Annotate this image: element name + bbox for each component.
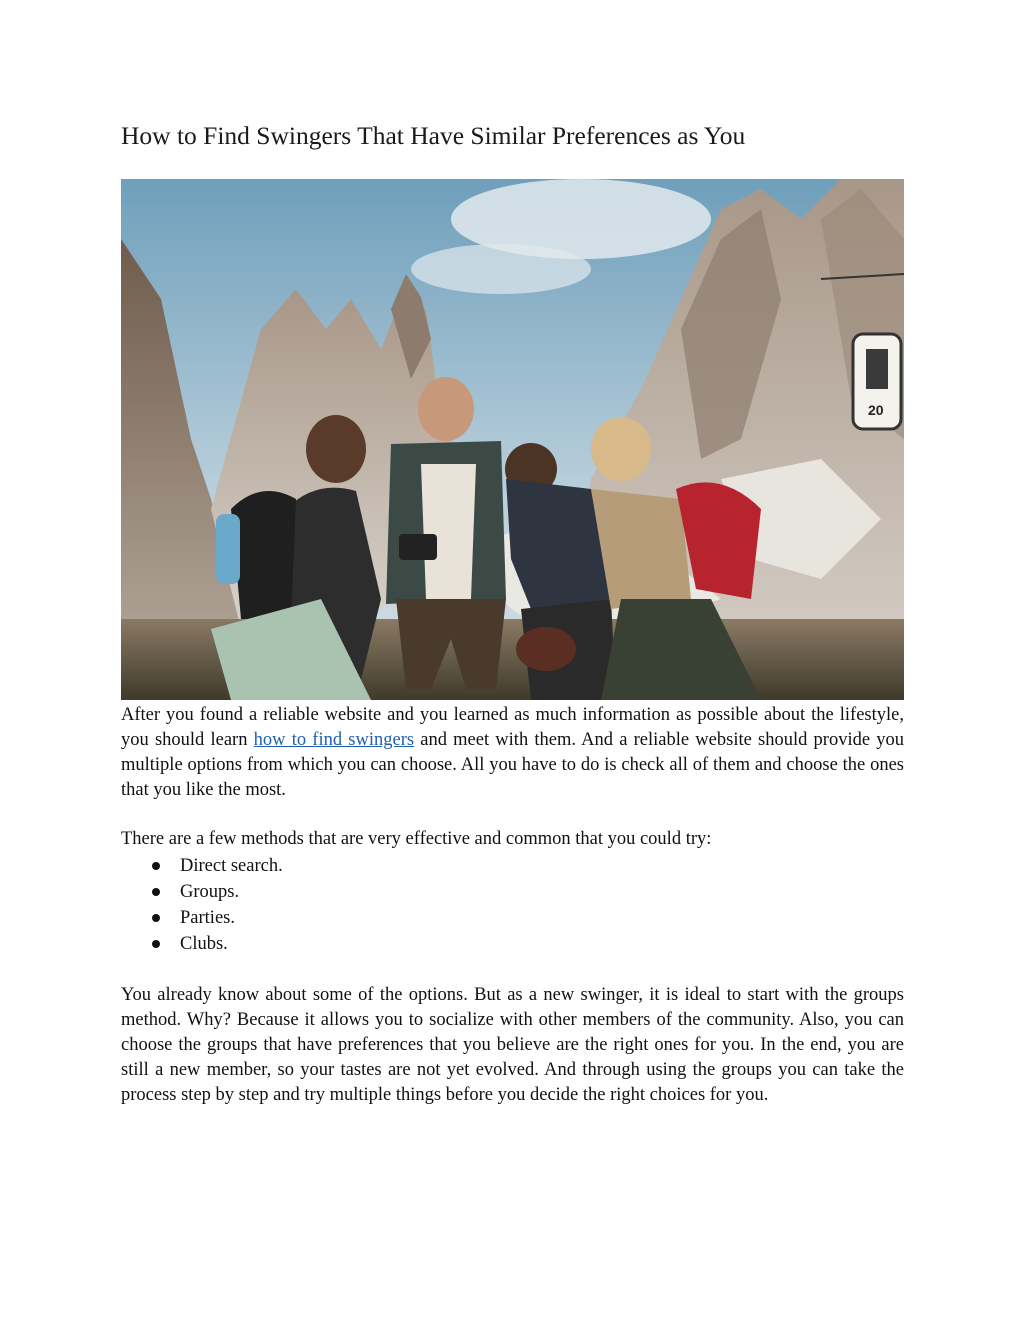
intro-paragraph xyxy=(121,703,904,803)
groups-method-paragraph: You already know about some of the options. But as a new swinger, it is ideal to start with the groups method. Why? Because it allows you to socialize with other members of the community. Also, you can choose the groups that have preferences that you believe are the right ones for you. In the end, you are still a new member, so your tastes are not yet evolved. And through using the groups you can take the process step by step and try multiple things before you decide the right choices for you. xyxy=(121,985,904,1105)
list-item xyxy=(121,853,283,879)
hikers-photo xyxy=(121,179,904,700)
bullet-icon xyxy=(152,914,160,922)
list-item xyxy=(121,879,283,905)
list-item xyxy=(121,931,283,957)
list-item-label: Direct search. xyxy=(180,856,283,876)
how-to-find-swingers-link[interactable]: how to find swingers xyxy=(253,730,415,750)
bullet-icon xyxy=(152,862,160,870)
bullet-icon xyxy=(152,940,160,948)
page-title: How to Find Swingers That Have Similar Preferences as You xyxy=(121,121,746,150)
list-item xyxy=(121,905,283,931)
methods-intro-paragraph: There are a few methods that are very effective and common that you could try: xyxy=(121,829,712,849)
list-item-label: Clubs. xyxy=(180,934,228,954)
intro-text-before-link: After you found a reliable website and you learned as much information as possible about the lifestyle, you should learn xyxy=(121,705,904,750)
methods-list xyxy=(121,853,283,957)
list-item-label: Groups. xyxy=(180,882,240,902)
list-item-label: Parties. xyxy=(180,908,235,928)
intro-text-after-link: and meet with them. And a reliable website should provide you multiple options from which you can choose. All you have to do is check all of them and choose the ones that you like the most. xyxy=(121,730,905,800)
cable-car-number: 20 xyxy=(868,402,884,418)
bullet-icon xyxy=(152,888,160,896)
